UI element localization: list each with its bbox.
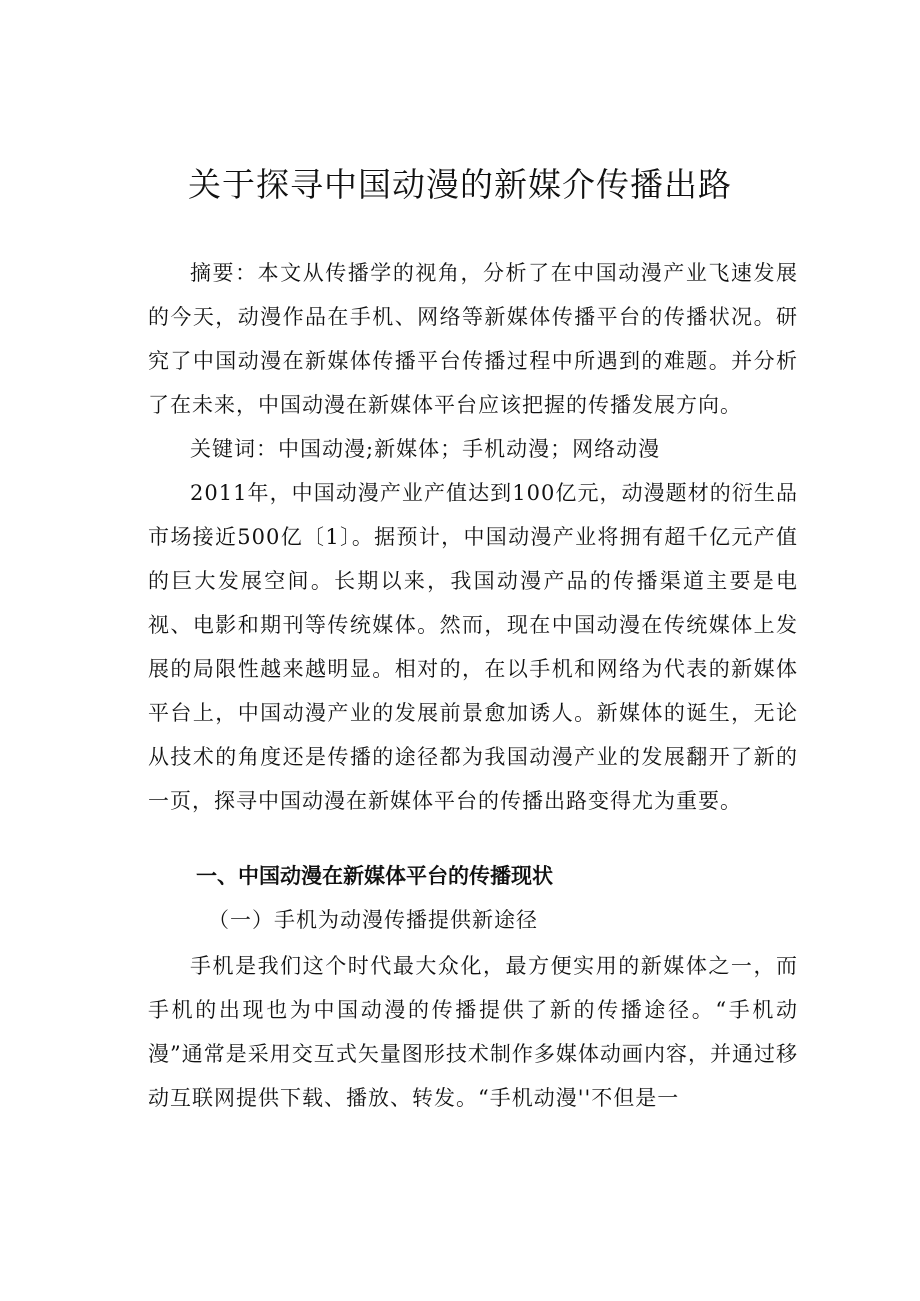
- abstract-paragraph: 摘要：本文从传播学的视角，分析了在中国动漫产业飞速发展的今天，动漫作品在手机、网络等新媒体传播平台的传播状况。研究了中国动漫在新媒体传播平台传播过程中所遇到的难题。并分析了在未来，中国动漫在新媒体平台应该把握的传播发展方向。: [148, 261, 798, 417]
- section-heading: 一、中国动漫在新媒体平台的传播现状: [196, 864, 553, 888]
- body-paragraph: 2011年，中国动漫产业产值达到100亿元，动漫题材的衍生品市场接近500亿〔1〕。据预计，中国动漫产业将拥有超千亿元产值的巨大发展空间。长期以来，我国动漫产品的传播渠道主要是电视、电影和期刊等传统媒体。然而，现在中国动漫在传统媒体上发展的局限性越来越明显。相对的，在以手机和网络为代表的新媒体平台上，中国动漫产业的发展前景愈加诱人。新媒体的诞生，无论从技术的角度还是传播的途径都为我国动漫产业的发展翻开了新的一页，探寻中国动漫在新媒体平台的传播出路变得尤为重要。: [148, 481, 798, 813]
- subsection-heading: （一）手机为动漫传播提供新途径: [208, 908, 538, 932]
- body-paragraph: 手机是我们这个时代最大众化，最方便实用的新媒体之一，而手机的出现也为中国动漫的传播提供了新的传播途径。“手机动漫”通常是采用交互式矢量图形技术制作多媒体动画内容，并通过移动互联网提供下载、播放、转发。“手机动漫''不但是一: [148, 954, 798, 1110]
- keywords-line: 关键词：中国动漫;新媒体；手机动漫；网络动漫: [190, 437, 661, 461]
- document-title: 关于探寻中国动漫的新媒介传播出路: [188, 165, 732, 204]
